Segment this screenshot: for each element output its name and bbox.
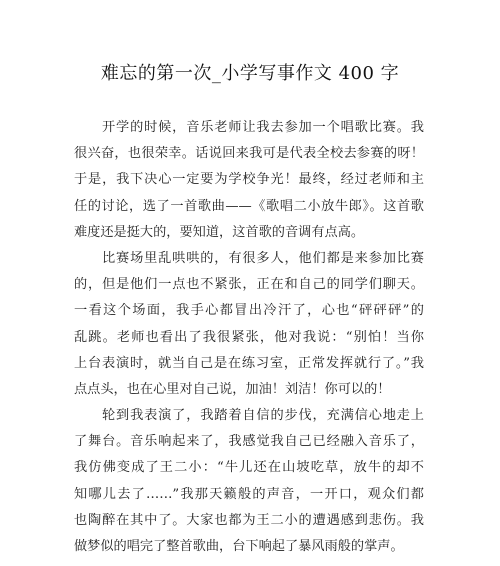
essay-body xyxy=(74,115,424,560)
essay-line: 点点头，也在心里对自己说，加油！刘洁！你可以的！ xyxy=(74,381,391,397)
essay-line: 开学的时候，音乐老师让我去参加一个唱歌比赛。我 xyxy=(102,120,424,135)
essay-line: 我仿佛变成了王二小：“牛儿还在山坡吃草，放牛的却不 xyxy=(74,460,424,476)
page-title: 难忘的第一次_小学写事作文 400 字 xyxy=(100,63,400,84)
essay-line: 了舞台。音乐响起来了，我感觉我自己已经融入音乐了， xyxy=(74,434,424,450)
essay-line: 于是，我下决心一定要为学校争光！最终，经过老师和主 xyxy=(74,172,424,188)
essay-line: 上台表演时，就当自己是在练习室，正常发挥就行了。”我 xyxy=(74,355,424,371)
essay-line: 轮到我表演了，我踏着自信的步伐，充满信心地走上 xyxy=(102,408,424,424)
essay-line: 很兴奋，也很荣幸。话说回来我可是代表全校去参赛的呀！ xyxy=(74,146,424,162)
essay-line: 比赛场里乱哄哄的，有很多人，他们都是来参加比赛 xyxy=(102,250,424,266)
essay-line: 任的讨论，选了一首歌曲——《歌唱二小放牛郎》。这首歌 xyxy=(74,198,424,214)
essay-line: 知哪儿去了……”我那天籁般的声音，一开口，观众们都 xyxy=(74,486,424,502)
essay-line: 难度还是挺大的，要知道，这首歌的音调有点高。 xyxy=(74,224,365,240)
essay-line: 做梦似的唱完了整首歌曲，台下响起了暴风雨般的掌声。 xyxy=(74,539,404,554)
essay-line: 也陶醉在其中了。大家也都为王二小的遭遇感到悲伤。我 xyxy=(74,512,424,528)
essay-line: 一看这个场面，我手心都冒出冷汗了，心也“砰砰砰”的 xyxy=(74,303,424,319)
essay-line: 乱跳。老师也看出了我很紧张，他对我说：“别怕！当你 xyxy=(74,329,424,345)
essay-line: 的，但是他们一点也不紧张，正在和自己的同学们聊天。 xyxy=(74,277,424,293)
